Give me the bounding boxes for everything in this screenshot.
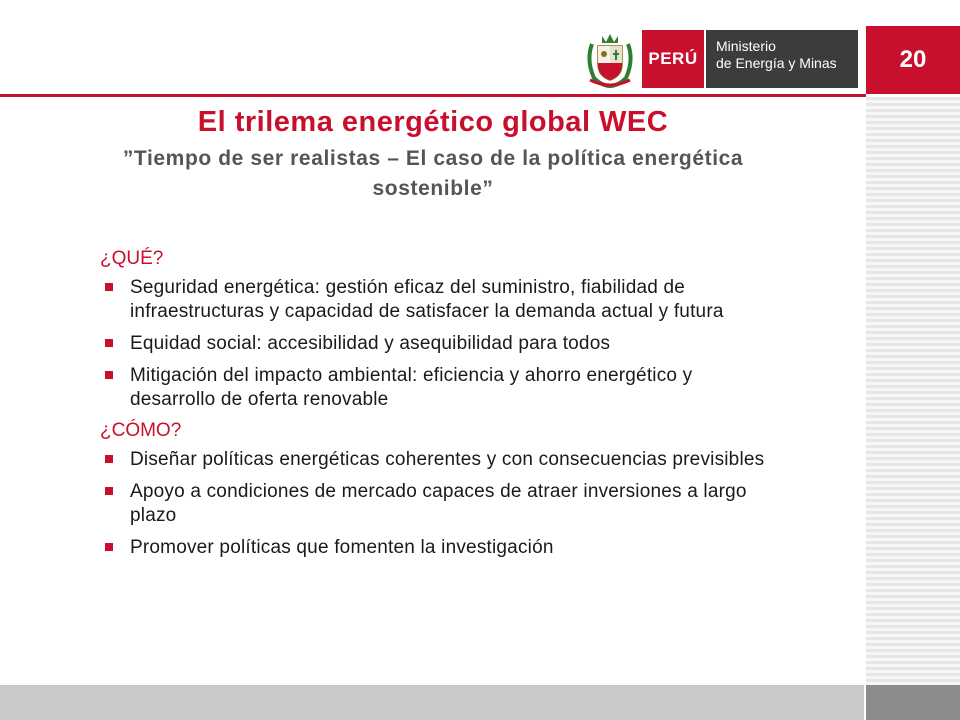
list-item bbox=[100, 536, 780, 560]
bullet-square-icon bbox=[105, 283, 113, 291]
list-item bbox=[100, 276, 780, 324]
slide-content bbox=[100, 248, 780, 568]
list-item bbox=[100, 448, 780, 472]
section-heading-como: ¿CÓMO? bbox=[100, 420, 182, 441]
list-item bbox=[100, 332, 780, 356]
list-item-text: Apoyo a condiciones de mercado capaces de atraer inversiones a largo plazo bbox=[130, 481, 747, 526]
side-stripe-panel bbox=[866, 97, 960, 685]
list-item-text: Promover políticas que fomenten la investigación bbox=[130, 537, 554, 558]
page-number: 20 bbox=[866, 26, 960, 94]
footer-band-dark bbox=[866, 685, 960, 720]
footer-band bbox=[0, 685, 864, 720]
logo-ministry-line1: Ministerio bbox=[716, 38, 776, 54]
bullet-square-icon bbox=[105, 455, 113, 463]
list-item bbox=[100, 364, 780, 412]
logo-ministry bbox=[706, 30, 858, 88]
logo-ministry-line2: de Energía y Minas bbox=[716, 55, 837, 71]
logo-country: PERÚ bbox=[642, 30, 704, 88]
bullet-square-icon bbox=[105, 339, 113, 347]
header-rule bbox=[0, 94, 866, 97]
list-item-text: Equidad social: accesibilidad y asequibilidad para todos bbox=[130, 333, 611, 354]
bullet-square-icon bbox=[105, 543, 113, 551]
list-item-text: Diseñar políticas energéticas coherentes y con consecuencias previsibles bbox=[130, 449, 765, 470]
slide-subtitle: ”Tiempo de ser realistas – El caso de la política energética sostenible” bbox=[122, 147, 744, 200]
ministry-logo bbox=[584, 30, 858, 88]
list-item-text: Seguridad energética: gestión eficaz del suministro, fiabilidad de infraestructuras y capacidad de satisfacer la demanda actual y futura bbox=[130, 277, 724, 322]
bullet-square-icon bbox=[105, 371, 113, 379]
bullet-list-como bbox=[100, 448, 780, 560]
list-item-text: Mitigación del impacto ambiental: eficiencia y ahorro energético y desarrollo de oferta renovable bbox=[130, 365, 693, 410]
slide-title: El trilema energético global WEC bbox=[197, 106, 669, 138]
list-item bbox=[100, 480, 780, 528]
bullet-square-icon bbox=[105, 487, 113, 495]
bullet-list-que bbox=[100, 276, 780, 412]
section-heading-que: ¿QUÉ? bbox=[100, 248, 164, 269]
coat-of-arms-icon bbox=[584, 30, 636, 88]
